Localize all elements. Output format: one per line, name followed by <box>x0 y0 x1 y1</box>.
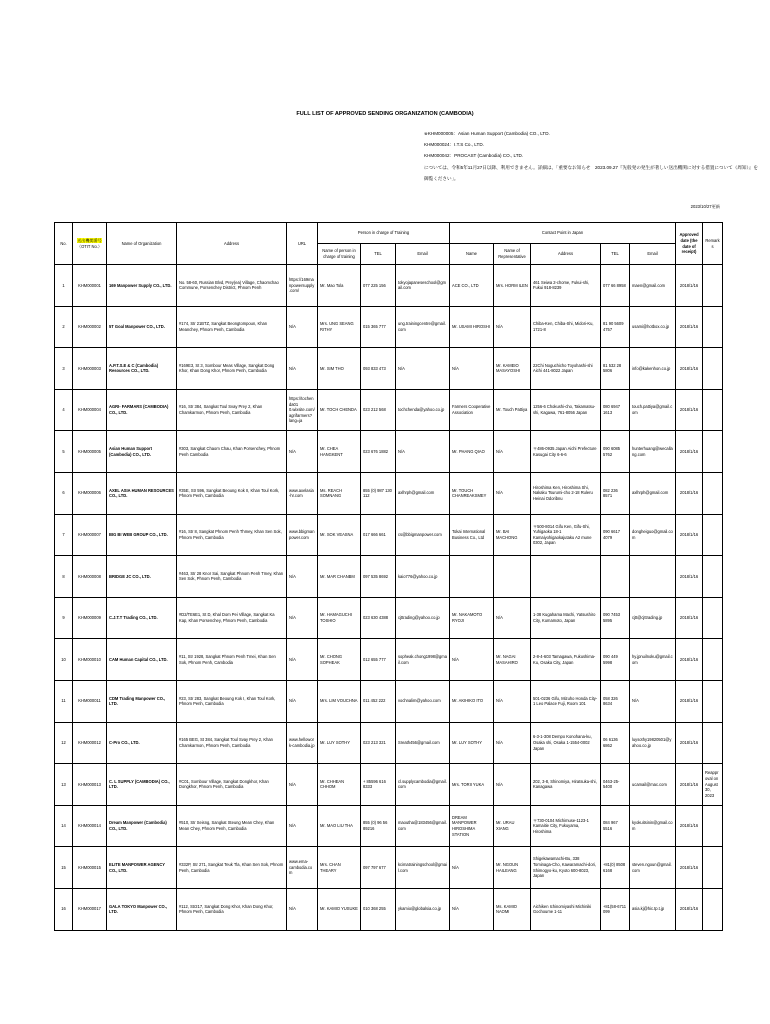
row-number: 12 <box>55 722 73 764</box>
approved-date: 2018/1/16 <box>676 597 703 639</box>
organization-url: N/A <box>287 639 318 681</box>
trainer-name: Mr. CHONG SOPHEAK <box>318 639 361 681</box>
table-row <box>55 680 723 722</box>
header-contact-tel: TEL <box>601 244 630 265</box>
contact-tel: +81(58-6711 099 <box>601 888 630 930</box>
organization-url: N/A <box>287 348 318 390</box>
table-row <box>55 348 723 390</box>
contact-email: usami@hotbox.co.jp <box>630 306 676 348</box>
organization-url: N/A <box>287 431 318 473</box>
table-row <box>55 597 723 639</box>
contact-name: ACE CO., LTD <box>450 265 494 307</box>
contact-address: 〒730-0104 Michimuse-1123-1 Kamaitie City, Fukuyama, Hiroshima <box>531 805 601 847</box>
header-email: Email <box>396 244 450 265</box>
otit-number: KHM000012 <box>73 722 107 764</box>
organization-address: #463, Str 28 Knor Sai, Sangkat Phnom Penh Tmey, Khan Sen Sok, Phnom Penh, Cambodia <box>177 556 287 598</box>
contact-representative: N/A <box>494 680 531 722</box>
contact-tel: 084 967 5516 <box>601 805 630 847</box>
contact-address: 〒500-8014 Gifu Ken, Gifu-Shi, Yuhigaoka 18-1 Kamaiyohigaokajutaku A2 mune 0302, Japan <box>531 514 601 556</box>
contact-address: 2-8-4-603 Tamagawa, Fukushima-Ku, Osaka City, Japan <box>531 639 601 681</box>
organization-address: #174, Str 21BTZ, Sangkat Beongtompoun, Khan Meanchey, Phnom Penh, Cambodia <box>177 306 287 348</box>
organization-name: A.P.T.S.E & C (Cambodia) Resources CO., LTD. <box>107 348 177 390</box>
contact-tel: 06 6136 6862 <box>601 722 630 764</box>
table-row <box>55 306 723 348</box>
organization-address: #11, Str 1928, Sangkat Phnom Penh Tmei, Khan Sen Sok, Phnom Penh, Cambodia <box>177 639 287 681</box>
updated-date: 2023/10/27更新 <box>690 204 720 209</box>
trainer-tel: 023 213 321 <box>361 722 396 764</box>
contact-representative: Mrs. HORM ILEN <box>494 265 531 307</box>
remarks <box>703 514 723 556</box>
trainer-name: Mr. SOK VEASNA <box>318 514 361 556</box>
trainer-tel: 855 (0) 96 56 89216 <box>361 805 396 847</box>
contact-email: info@kakenhon.co.jp <box>630 348 676 390</box>
contact-representative: Ms. KAMIO NAOMI <box>494 888 531 930</box>
table-body <box>55 265 723 931</box>
remarks <box>703 265 723 307</box>
contact-tel: 082 236 8571 <box>601 472 630 514</box>
remarks <box>703 306 723 348</box>
contact-tel: 81 90 5609 4757 <box>601 306 630 348</box>
contact-name: N/A <box>450 348 494 390</box>
contact-tel: 058 326 8634 <box>601 680 630 722</box>
remarks <box>703 389 723 431</box>
trainer-email: axlhrph@gmail.com <box>396 472 450 514</box>
trainer-tel: 097 797 677 <box>361 847 396 889</box>
contact-representative: N/A <box>494 472 531 514</box>
remarks <box>703 556 723 598</box>
table-row <box>55 265 723 307</box>
contact-email <box>630 556 676 598</box>
approved-date: 2018/1/16 <box>676 431 703 473</box>
table-row <box>55 389 723 431</box>
organization-url: www.hellowork-cambodia.jp <box>287 722 318 764</box>
trainer-email: kaio776@yahoo.co.jp <box>396 556 450 598</box>
trainer-tel: 023 212 568 <box>361 389 396 431</box>
contact-representative <box>494 556 531 598</box>
otit-number: KHM000013 <box>73 764 107 806</box>
contact-name: Mrs. TORII YUKA <box>450 764 494 806</box>
otit-number: KHM000003 <box>73 348 107 390</box>
notice-line: KHM000024：I.T.S Co., LTD. <box>424 142 484 148</box>
organization-name: 169 Manpower Supply CO., LTD. <box>107 265 177 307</box>
approved-date: 2018/1/16 <box>676 472 703 514</box>
organization-address: #332P, Str 271, Sangkat Teuk Tla, Khan Sen Sok, Phnom Penh, Cambodia <box>177 847 287 889</box>
approved-date: 2018/1/16 <box>676 306 703 348</box>
contact-email: dongheiguo@gmail.com <box>630 514 676 556</box>
trainer-name: Mr. LUY SOTHY <box>318 722 361 764</box>
approved-date: 2018/1/16 <box>676 680 703 722</box>
notice-line: ※KHM000005：Asian Human Support (Cambodia) CO., LTD. <box>424 131 550 136</box>
organization-address: #23, Str 283, Sangkat Beoung Kok I, Khan Toul Kork, Phnom Penh, Cambodia <box>177 680 287 722</box>
organization-name: ELITE MANPOWER AGENCY CO., LTD. <box>107 847 177 889</box>
notice-line: については、令和5年11月27日以降、利用できません。詳細は、「重要なお知らせ 2023.09.27『先般発の発生が著しい送出機関に対する措置について（周知）』を <box>424 164 758 170</box>
organization-name: BRIDGE JC CO., LTD. <box>107 556 177 598</box>
trainer-name: Mr. MAO LIU THA <box>318 805 361 847</box>
remarks <box>703 348 723 390</box>
document-title: FULL LIST OF APPROVED SENDING ORGANIZATION (CAMBODIA) <box>296 111 474 117</box>
contact-name: Farmers Cooperative Association <box>450 389 494 431</box>
approved-date: 2018/1/16 <box>676 389 703 431</box>
header-person-name: Name of person in charge of training <box>318 244 361 265</box>
table-row <box>55 805 723 847</box>
contact-email: steven.ngoun@gmail.com <box>630 847 676 889</box>
row-number: 8 <box>55 556 73 598</box>
remarks: Reapproval on August 30, 2023 <box>703 764 723 806</box>
contact-tel <box>601 556 630 598</box>
row-number: 3 <box>55 348 73 390</box>
trainer-tel: 023 676 1882 <box>361 431 396 473</box>
otit-number: KHM000002 <box>73 306 107 348</box>
approved-date: 2018/1/16 <box>676 805 703 847</box>
organization-address: #35E, Str 596, Sangkat Beoung Kok II, Khan Toul Kork, Phnom Penh, Cambodia <box>177 472 287 514</box>
trainer-email: ykamio@globalsia.co.jp <box>396 888 450 930</box>
contact-name: DREAM MANPOWER HIROSHIMA STATION <box>450 805 494 847</box>
contact-representative: Mr. NAGAI MASAHIRO <box>494 639 531 681</box>
organization-address: No. 58-60, Russian Blvd, Prey(ea) Village, Chaomchao Commune, Porsenchey District, Phnom Penh <box>177 265 287 307</box>
header-contact-name: Name <box>450 244 494 265</box>
header-otit-no <box>73 223 107 265</box>
otit-number: KHM000005 <box>73 431 107 473</box>
organization-name: Dream Manpower (Cambodia) CO., LTD. <box>107 805 177 847</box>
table-row <box>55 472 723 514</box>
otit-number: KHM000007 <box>73 514 107 556</box>
contact-address: 1-38 Kugahama Machi, Yatsushiro City, Kumamoto, Japan <box>531 597 601 639</box>
contact-representative: Mr. BAI MACHONG <box>494 514 531 556</box>
remarks <box>703 722 723 764</box>
organization-name: AXEL ASIA HUMAN RESOURCES CO., LTD. <box>107 472 177 514</box>
contact-email: hy.jpnuilnoku@gmail.com <box>630 639 676 681</box>
contact-name: N/A <box>450 847 494 889</box>
contact-representative: N/A <box>494 764 531 806</box>
otit-number: KHM000015 <box>73 847 107 889</box>
trainer-email: N/A <box>396 431 450 473</box>
organization-url: https://169manpowersupply.com/ <box>287 265 318 307</box>
trainer-tel: 011 452 222 <box>361 680 396 722</box>
header-remarks: Remarks <box>703 223 723 265</box>
table-row <box>55 639 723 681</box>
trainer-name: Mr. CHEA HANGKENT <box>318 431 361 473</box>
contact-address <box>531 556 601 598</box>
otit-number: KHM000014 <box>73 805 107 847</box>
otit-number: KHM000009 <box>73 597 107 639</box>
organization-name: GALA TOKYO Manpower CO., LTD. <box>107 888 177 930</box>
otit-number: KHM000001 <box>73 265 107 307</box>
trainer-tel: 093 833 473 <box>361 348 396 390</box>
organization-table <box>54 222 723 931</box>
trainer-name: Mr. SIM THO <box>318 348 361 390</box>
contact-name: Mr. PHANG QIAO <box>450 431 494 473</box>
contact-tel: 077 66 8958 <box>601 265 630 307</box>
notice-line: KHM000042：PROCAST (Cambodia) CO., LTD. <box>424 153 524 159</box>
contact-name: Mr. AKIHIKO ITO <box>450 680 494 722</box>
organization-url: www.bbigmanpower.com <box>287 514 318 556</box>
organization-url: N/A <box>287 680 318 722</box>
trainer-name: Mrs. UNG SEANG RITHY <box>318 306 361 348</box>
trainer-name: Mr. KAMIO YUSUKE <box>318 888 361 930</box>
contact-tel: 090 7453 5895 <box>601 597 630 639</box>
trainer-email: tokyojapaneseschool@gmail.com <box>396 265 450 307</box>
contact-name: N/A <box>450 888 494 930</box>
row-number: 6 <box>55 472 73 514</box>
otit-number: KHM000011 <box>73 680 107 722</box>
organization-name: 5T Goal Manpower CO., LTD. <box>107 306 177 348</box>
header-contact-address: Address <box>531 244 601 265</box>
trainer-tel: 017 666 661 <box>361 514 396 556</box>
remarks <box>703 472 723 514</box>
contact-email: N/A <box>630 680 676 722</box>
organization-address: #169E3, St 3, Sombour Meas Village, Sangkat Dong Khor, Khan Dong Khor, Phnom Penh, Cambodia <box>177 348 287 390</box>
table-row <box>55 722 723 764</box>
otit-number: KHM000006 <box>73 472 107 514</box>
contact-representative: N/A <box>494 722 531 764</box>
trainer-tel: 097 535 8692 <box>361 556 396 598</box>
trainer-name: Mr. CHHEAN CHHOM <box>318 764 361 806</box>
table-row <box>55 847 723 889</box>
trainer-name: Ms. REACH SOMNANG <box>318 472 361 514</box>
row-number: 7 <box>55 514 73 556</box>
contact-address: Aichiken Ichinomiyashi Michiniki Gochoume 1-11 <box>531 888 601 930</box>
contact-address: Shigekawamachi-Bu, 338 Tominaga-Cho, Kawaramachi-dori, Shimogyo-ku, Kyoto 600-8023, Japan <box>531 847 601 889</box>
approved-date: 2018/1/16 <box>676 639 703 681</box>
otit-number: KHM000004 <box>73 389 107 431</box>
contact-email: ucamail@mac.com <box>630 764 676 806</box>
row-number: 4 <box>55 389 73 431</box>
contact-tel: 090 449 5998 <box>601 639 630 681</box>
organization-name: C. L SUPPLY (CAMBODIA) CO., LTD. <box>107 764 177 806</box>
remarks <box>703 597 723 639</box>
row-number: 5 <box>55 431 73 473</box>
contact-email: cjtt@cjttrading.jp <box>630 597 676 639</box>
contact-address: 〒486-0935 Japan Aichi Prefecture Kasugai City 6-6-6 <box>531 431 601 473</box>
organization-url: N/A <box>287 888 318 930</box>
contact-name: Mr. USAMI HIROSHI <box>450 306 494 348</box>
organization-name: CDM Trading Manpower CO., LTD. <box>107 680 177 722</box>
trainer-tel: 015 365 777 <box>361 306 396 348</box>
trainer-email: tochchenda@yahoo.co.jp <box>396 389 450 431</box>
organization-address: #16, Str 8, Sangkat Phnom Penh Thmey, Khan Sen Sok, Phnom Penh, Cambodia <box>177 514 287 556</box>
approved-date: 2018/1/16 <box>676 722 703 764</box>
notice-line: 御覧ください」。 <box>424 175 459 181</box>
trainer-tel: 010 368 255 <box>361 888 396 930</box>
table-row <box>55 514 723 556</box>
organization-url: N/A <box>287 306 318 348</box>
table-row <box>55 888 723 930</box>
contact-email: hunterhuang@wecallang.com <box>630 431 676 473</box>
contact-representative: N/A <box>494 597 531 639</box>
trainer-tel: 012 655 777 <box>361 639 396 681</box>
trainer-email: sopheak.chong1998@gmail.com <box>396 639 450 681</box>
header-representative: Name of Representative <box>494 244 531 265</box>
trainer-email: vochnalim@yahoo.com <box>396 680 450 722</box>
trainer-name: Mr. TOCH CHENDA <box>318 389 361 431</box>
contact-address: Chiba-Ken, Chiba-Shi, Midori-Ku, 1721-8 <box>531 306 601 348</box>
approved-date: 2018/1/16 <box>676 348 703 390</box>
contact-representative: Mr. NGOUN HAILEANG <box>494 847 531 889</box>
organization-url: www.ema-cambodia.com <box>287 847 318 889</box>
remarks <box>703 805 723 847</box>
otit-number: KHM000017 <box>73 888 107 930</box>
trainer-email: cs@bbigmanpower.com <box>396 514 450 556</box>
contact-address: Hiroshima Ken, Hiroshima Shi, Nakaku Tsurumi-cho 2-18 Ruleru Heinai Odoribnu <box>531 472 601 514</box>
trainer-email: cjttrading@yahoo.co.jp <box>396 597 450 639</box>
trainer-name: Mr. HAMAGUCHI TOSHIO <box>318 597 361 639</box>
contact-representative: N/A <box>494 306 531 348</box>
contact-name <box>450 556 494 598</box>
organization-url: www.axelasia-hr.com <box>287 472 318 514</box>
organization-name: C.J.T.T Trading CO., LTD. <box>107 597 177 639</box>
approved-date: 2018/1/16 <box>676 888 703 930</box>
header-address: Address <box>177 223 287 265</box>
contact-email: kyokuitsinin@gmail.com <box>630 805 676 847</box>
header-tel: TEL <box>361 244 396 265</box>
contact-email: asia.kj@hic.tp.t.jp <box>630 888 676 930</box>
approved-date: 2018/1/16 <box>676 265 703 307</box>
organization-address: #112, Str217, Sangkat Dong Khor, Khan Dong Khor, Phnom Penh, Cambodia <box>177 888 287 930</box>
row-number: 14 <box>55 805 73 847</box>
table-row <box>55 764 723 806</box>
contact-tel: 090 6617 4079 <box>601 514 630 556</box>
contact-address: 6-3-1-308 Dempo Konohana-ku, Osaka shi, Osaka 1-1554-0002 Japan <box>531 722 601 764</box>
trainer-name: Mrs. LIM VOUCHNA <box>318 680 361 722</box>
notice-block <box>424 128 758 184</box>
organization-url: N/A <box>287 556 318 598</box>
remarks <box>703 847 723 889</box>
contact-address: 501-0236 Gifu, Mizuho Honda City-1 Leo Palace Fuji, Room 101 <box>531 680 601 722</box>
organization-name: AGRI- FARMARS (CAMBODIA) CO., LTD. <box>107 389 177 431</box>
approved-date: 2018/1/16 <box>676 514 703 556</box>
trainer-tel: 855 (0) 987 130 112 <box>361 472 396 514</box>
organization-name: CAM Human Capital CO., LTD. <box>107 639 177 681</box>
otit-number: KHM000010 <box>73 639 107 681</box>
organization-address: #C01, Sombour Village, Sangkat Dongkhor, Khan Dongkhor, Phnom Penh, Cambodia <box>177 764 287 806</box>
contact-address: 1256-6 Chokushi-cho, Takamatsu-shi, Kagawa, 761-8056 Japan <box>531 389 601 431</box>
header-id-bottom: （OTIT No.） <box>77 243 102 249</box>
contact-representative: Mr. URAU XIANG <box>494 805 531 847</box>
trainer-email: N/A <box>396 348 450 390</box>
trainer-tel: 023 630 4388 <box>361 597 396 639</box>
organization-url: N/A <box>287 764 318 806</box>
row-number: 1 <box>55 265 73 307</box>
contact-email: luysothy19820501@yahoo.co.jp <box>630 722 676 764</box>
contact-tel: 0463-25-5400 <box>601 764 630 806</box>
contact-email: axlhrph@gmail.com <box>630 472 676 514</box>
contact-name: Mr. NAKAMOTO RYOJI <box>450 597 494 639</box>
organization-address: #165 BEG, St 384, Sangkat Toul Svay Prey 2, Khan Chamkarmon, Phnom Penh, Cambodia <box>177 722 287 764</box>
row-number: 2 <box>55 306 73 348</box>
trainer-email: kcimatrainingschool@gmail.com <box>396 847 450 889</box>
row-number: 9 <box>55 597 73 639</box>
contact-representative: N/A <box>494 431 531 473</box>
header-name: Name of Organization <box>107 223 177 265</box>
organization-address: #16, Str 384, Sangkat Toul Svay Prey 2, Khan Chamkarmon, Phnom Penh, Cambodia <box>177 389 287 431</box>
organization-url: https://tochenda01 0.wixsite.com/agrifarmers?lang=ja <box>287 389 318 431</box>
trainer-tel: + 85596 616 8333 <box>361 764 396 806</box>
trainer-email: cl.supplycambodia@gmail.com <box>396 764 450 806</box>
approved-date: 2018/1/16 <box>676 764 703 806</box>
trainer-name: Mrs. CHAN THEARY <box>318 847 361 889</box>
trainer-name: Mr. MAR CHANBM <box>318 556 361 598</box>
contact-address: 202, 3-8, Shinomiya, Hiratsuka-shi, Kanagawa <box>531 764 601 806</box>
header-person-group: Person in charge of Training <box>318 223 450 244</box>
contact-name: Mr. TOUCH CHANREAKSMEY <box>450 472 494 514</box>
header-contact-group: Contact Point in Japan <box>450 223 676 244</box>
header-contact-email: Email <box>630 244 676 265</box>
contact-name: N/A <box>450 639 494 681</box>
contact-name: Mr. LUY SOTHY <box>450 722 494 764</box>
contact-tel: 080 6947 1613 <box>601 389 630 431</box>
organization-address: #D2/TE6E1, St D, Khal Dom Pei Village, Sangkat Ka Kap, Khan Porsenchey, Phnom Penh, Cambodia <box>177 597 287 639</box>
row-number: 13 <box>55 764 73 806</box>
organization-name: Asian Human Support (Cambodia) CO., LTD. <box>107 431 177 473</box>
contact-tel: +81(0) 8508 6168 <box>601 847 630 889</box>
organization-name: BIG BI WEB GROUP CO., LTD. <box>107 514 177 556</box>
header-id-top: 送出機関番号 <box>77 237 102 243</box>
contact-representative: Mr. KAMEIO MASAYOSHI <box>494 348 531 390</box>
row-number: 16 <box>55 888 73 930</box>
remarks <box>703 639 723 681</box>
contact-tel: 090 6085 5762 <box>601 431 630 473</box>
remarks <box>703 680 723 722</box>
row-number: 15 <box>55 847 73 889</box>
header-url: URL <box>287 223 318 265</box>
table-row <box>55 556 723 598</box>
organization-address: #510, Str Seisng, Sangkat Steung Mean Chey, Khan Mean Chey, Phnom Penh, Cambodia <box>177 805 287 847</box>
contact-address: 22Chi Noguchicho Toyohashi-shi Aichi 441-8022 Japan <box>531 348 601 390</box>
trainer-email: ung.trainingcentre@gmail.com <box>396 306 450 348</box>
contact-email: maen@gmail.com <box>630 265 676 307</box>
contact-address: 461 Seiwa 2-chome, Fukui-shi, Fukui 918-8239 <box>531 265 601 307</box>
otit-number: KHM000008 <box>73 556 107 598</box>
trainer-email: maoutha@183456@gmail.com <box>396 805 450 847</box>
remarks <box>703 431 723 473</box>
organization-url: N/A <box>287 597 318 639</box>
trainer-email: Sreath456@gmail.com <box>396 722 450 764</box>
contact-representative: Mr. Touch Pattiya <box>494 389 531 431</box>
remarks <box>703 888 723 930</box>
contact-name: Tokai International Business Co., Ltd <box>450 514 494 556</box>
row-number: 11 <box>55 680 73 722</box>
approved-date: 2018/1/16 <box>676 847 703 889</box>
organization-url: N/A <box>287 805 318 847</box>
header-no: No. <box>55 223 73 265</box>
trainer-name: Mr. Mao Tola <box>318 265 361 307</box>
table-row <box>55 431 723 473</box>
row-number: 10 <box>55 639 73 681</box>
contact-email: touch.pattiya@gmail.com <box>630 389 676 431</box>
trainer-tel: 077 225 156 <box>361 265 396 307</box>
organization-address: #303, Sangkat Chaom Chau, Khan Porsenchey, Phnom Penh Cambodia <box>177 431 287 473</box>
organization-name: C-Pro CO., LTD. <box>107 722 177 764</box>
header-approved: Approved date (the date of receipt) <box>676 223 703 265</box>
contact-tel: 81 532 28 5806 <box>601 348 630 390</box>
approved-date: 2018/1/16 <box>676 556 703 598</box>
